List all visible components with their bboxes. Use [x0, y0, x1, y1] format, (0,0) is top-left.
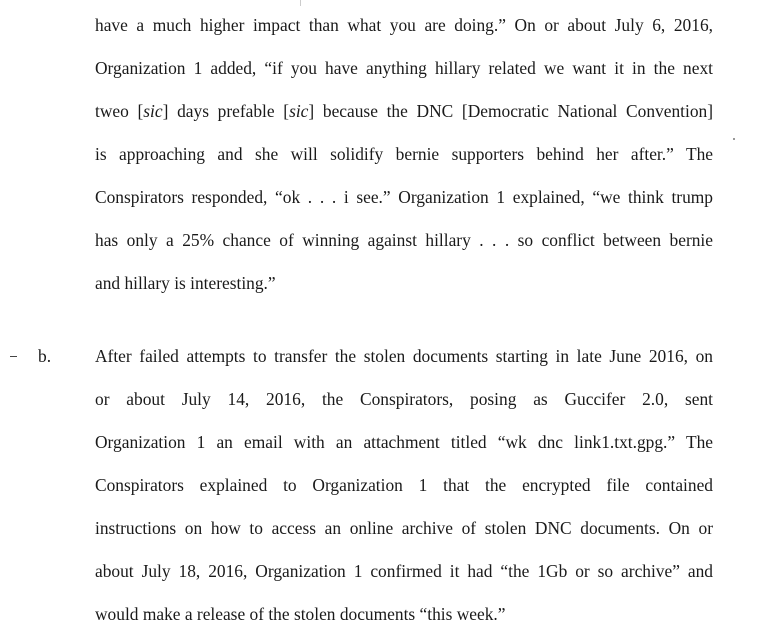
text-span: ] days prefable [	[162, 101, 290, 121]
text-line: would make a release of the stolen documents “this week.”	[95, 604, 506, 624]
item-label: b.	[38, 346, 52, 366]
scan-speck	[733, 138, 735, 140]
text-line: Conspirators responded, “ok . . . i see.” Organization 1 explained, “we think trump	[95, 187, 713, 207]
text-line: instructions on how to access an online archive of stolen DNC documents. On or	[95, 518, 713, 538]
text-line: After failed attempts to transfer the stolen documents starting in late June 2016, on	[95, 346, 713, 366]
text-line: or about July 14, 2016, the Conspirators, posing as Guccifer 2.0, sent	[95, 389, 713, 409]
text-line: have a much higher impact than what you are doing.” On or about July 6, 2016,	[95, 15, 713, 35]
text-span: tweo [	[95, 101, 144, 121]
sic-italic: sic	[289, 101, 309, 121]
text-line	[95, 100, 713, 122]
text-line: has only a 25% chance of winning against hillary . . . so conflict between bernie	[95, 230, 713, 250]
text-line: Organization 1 added, “if you have anything hillary related we want it in the next	[95, 58, 713, 78]
text-line: is approaching and she will solidify bernie supporters behind her after.” The	[95, 144, 713, 164]
text-span: ] because the DNC [Democratic National Convention]	[308, 101, 713, 121]
sic-italic: sic	[143, 101, 163, 121]
text-line: Conspirators explained to Organization 1 that the encrypted file contained	[95, 475, 713, 495]
scan-mark	[300, 0, 301, 6]
margin-dash	[10, 356, 17, 357]
text-line: about July 18, 2016, Organization 1 confirmed it had “the 1Gb or so archive” and	[95, 561, 713, 581]
text-line: Organization 1 an email with an attachment titled “wk dnc link1.txt.gpg.” The	[95, 432, 713, 452]
text-line: and hillary is interesting.”	[95, 273, 276, 293]
